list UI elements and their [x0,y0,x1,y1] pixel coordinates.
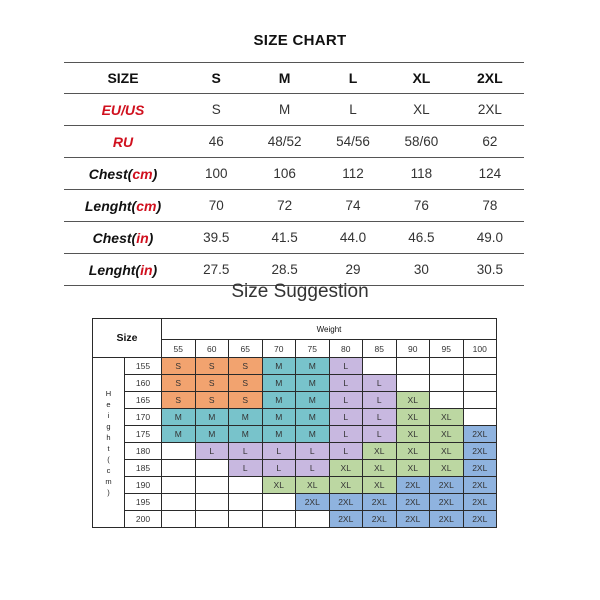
height-value: 170 [125,409,162,426]
size-value-cell: 46 [208,134,224,149]
suggestion-cell: L [329,443,363,460]
weight-value: 70 [262,340,296,358]
suggestion-cell: 2XL [463,426,497,443]
size-row-label-unit: in [136,229,149,246]
suggestion-cell: 2XL [430,477,464,494]
suggestion-cell: L [229,443,263,460]
suggestion-cell: XL [430,409,464,426]
size-row-label-unit: in [140,261,153,278]
size-value-cell: 41.5 [271,230,298,245]
size-header-cell: XL [412,70,431,86]
suggestion-cell: M [296,409,330,426]
suggestion-cell [162,443,196,460]
size-row-label: Lenght(cm) [84,197,162,214]
size-value-cell: 28.5 [271,262,298,277]
suggestion-cell [430,358,464,375]
size-row-label-main: EU/US [101,101,145,118]
suggestion-row [93,358,497,375]
suggestion-cell: L [229,460,263,477]
suggestion-cell: XL [396,426,430,443]
size-row-label [64,134,182,150]
height-label-char: H [105,388,112,398]
size-value-cell: 48/52 [267,134,302,149]
suggestion-cell: L [329,426,363,443]
size-value-cell: S [211,102,221,117]
height-label-char: ) [107,487,110,497]
suggestion-cell: M [296,392,330,409]
size-value-cell: 62 [482,134,498,149]
size-row-label [64,102,182,118]
suggestion-cell: L [329,358,363,375]
suggestion-cell [363,358,397,375]
weight-value: 85 [363,340,397,358]
suggestion-cell: 2XL [463,477,497,494]
size-value-cell: 118 [410,166,433,181]
suggestion-cell: 2XL [329,494,363,511]
suggestion-cell: S [162,392,196,409]
suggestion-cell [262,494,296,511]
suggestion-cell: XL [430,460,464,477]
suggestion-row [93,511,497,528]
weight-value: 65 [229,340,263,358]
suggestion-row [93,460,497,477]
size-suggestion-title: Size Suggestion [231,281,369,302]
suggestion-cell: M [162,426,196,443]
suggestion-table [92,318,497,528]
suggestion-cell: S [229,375,263,392]
height-label-char: h [106,432,111,442]
size-value-cell: M [278,102,291,117]
weight-value: 95 [430,340,464,358]
suggestion-cell [296,511,330,528]
size-value-cell: 30.5 [476,262,503,277]
suggestion-cell: M [229,409,263,426]
size-row-label: Chest(cm) [88,165,158,182]
suggestion-cell: M [262,358,296,375]
suggestion-cell: S [195,375,229,392]
height-label-char: m [105,476,112,486]
size-value-cell: 39.5 [203,230,230,245]
suggestion-cell [162,511,196,528]
suggestion-row [93,392,497,409]
suggestion-cell: L [329,392,363,409]
suggestion-cell: L [296,460,330,477]
size-value-cell: 106 [273,166,296,181]
suggestion-cell [262,511,296,528]
size-row-label: Chest(in) [92,229,154,246]
suggestion-cell: L [329,375,363,392]
size-table-body [64,94,524,286]
size-row-label: Lenght(in) [88,261,158,278]
size-suggestion-grid [92,318,497,528]
size-table-header [64,62,524,94]
suggestion-cell: 2XL [363,511,397,528]
size-row-label-main: Lenght [88,261,136,278]
size-header-cell: M [278,70,291,86]
weight-label: Weight [162,319,497,340]
height-value: 175 [125,426,162,443]
suggestion-cell [195,477,229,494]
suggestion-cell: XL [296,477,330,494]
suggestion-cell: XL [396,443,430,460]
size-header-label: SIZE [107,70,139,86]
suggestion-cell: M [296,375,330,392]
size-value-cell: 124 [478,166,502,181]
suggestion-cell: 2XL [463,460,497,477]
suggestion-cell [430,392,464,409]
size-row-label-main: Lenght [84,197,132,214]
suggestion-cell: XL [363,460,397,477]
size-value-cell: 58/60 [404,134,439,149]
suggestion-cell [463,409,497,426]
suggestion-cell: 2XL [363,494,397,511]
suggestion-cell: M [162,409,196,426]
suggestion-cell: XL [262,477,296,494]
weight-value: 55 [162,340,196,358]
suggestion-cell [396,375,430,392]
size-value-cell: 100 [204,166,228,181]
suggestion-cell: 2XL [329,511,363,528]
suggestion-cell: XL [396,409,430,426]
size-value-cell: 46.5 [408,230,435,245]
height-label-char: ( [107,454,110,464]
suggestion-cell: L [329,409,363,426]
size-row-label-unit: cm [132,165,153,182]
suggestion-cell: L [296,443,330,460]
suggestion-cell: L [262,443,296,460]
size-table-row [64,94,524,126]
height-value: 180 [125,443,162,460]
suggestion-cell: M [195,426,229,443]
size-table-row [64,190,524,222]
height-label-char: e [106,399,111,409]
size-value-cell: 78 [482,198,498,213]
height-value: 195 [125,494,162,511]
size-chart-title: SIZE CHART [253,32,347,49]
size-value-cell: 27.5 [203,262,230,277]
suggestion-cell: S [195,358,229,375]
size-header-cell: S [211,70,221,86]
suggestion-cell: M [195,409,229,426]
size-table-row [64,158,524,190]
size-value-cell: 54/56 [336,134,370,149]
weight-value: 100 [463,340,497,358]
suggestion-cell: XL [430,443,464,460]
suggestion-cell [195,494,229,511]
suggestion-row [93,494,497,511]
suggestion-cell [463,392,497,409]
suggestion-row [93,375,497,392]
suggestion-cell: S [195,392,229,409]
suggestion-cell: XL [430,426,464,443]
height-value: 200 [125,511,162,528]
suggestion-cell [229,494,263,511]
height-label-char: g [106,421,111,431]
height-value: 160 [125,375,162,392]
size-value-cell: 112 [342,166,364,181]
size-value-cell: 74 [345,198,361,213]
suggestion-cell: 2XL [296,494,330,511]
suggestion-cell: XL [329,477,363,494]
suggestion-cell: M [262,375,296,392]
suggestion-cell: L [363,392,397,409]
suggestion-cell [229,477,263,494]
suggestion-cell [162,460,196,477]
suggestion-cell: 2XL [430,511,464,528]
suggestion-row [93,409,497,426]
suggestion-cell [463,375,497,392]
suggestion-cell [229,511,263,528]
suggestion-cell: M [296,358,330,375]
suggestion-cell: 2XL [430,494,464,511]
suggestion-cell [430,375,464,392]
suggestion-cell: XL [363,477,397,494]
suggestion-cell: S [229,392,263,409]
suggestion-cell [463,358,497,375]
weight-value: 60 [195,340,229,358]
suggestion-cell: 2XL [396,477,430,494]
suggestion-cell: L [363,409,397,426]
size-row-label-main: Chest [92,229,132,246]
suggestion-cell: M [262,426,296,443]
height-value: 190 [125,477,162,494]
suggestion-cell: 2XL [396,511,430,528]
suggestion-row [93,426,497,443]
suggestion-cell: L [195,443,229,460]
suggestion-cell: M [262,409,296,426]
suggestion-cell: 2XL [396,494,430,511]
size-table-row [64,126,524,158]
size-table-row [64,222,524,254]
suggestion-cell [195,511,229,528]
suggestion-row [93,477,497,494]
height-label-char: t [107,443,110,453]
size-table [64,62,524,286]
height-value: 185 [125,460,162,477]
size-value-cell: XL [413,102,430,117]
suggestion-cell: 2XL [463,443,497,460]
size-row-label-main: RU [112,133,134,150]
size-value-cell: L [349,102,357,117]
suggestion-cell [396,358,430,375]
size-corner-label: Size [93,319,162,358]
suggestion-cell: XL [329,460,363,477]
suggestion-cell: M [229,426,263,443]
size-row-label-main: Chest [88,165,128,182]
weight-value: 80 [329,340,363,358]
size-value-cell: 49.0 [476,230,503,245]
suggestion-cell: M [262,392,296,409]
height-value: 155 [125,358,162,375]
suggestion-cell: S [162,375,196,392]
size-value-cell: 44.0 [339,230,367,245]
suggestion-cell: XL [396,460,430,477]
suggestion-cell: S [229,358,263,375]
weight-value: 75 [296,340,330,358]
size-value-cell: 29 [345,262,361,277]
suggestion-cell: L [262,460,296,477]
height-label-char: i [107,410,110,420]
size-header-cell: L [348,70,358,86]
height-value: 165 [125,392,162,409]
suggestion-cell: M [296,426,330,443]
suggestion-cell: 2XL [463,494,497,511]
height-label-char: c [106,465,111,475]
suggestion-cell: S [162,358,196,375]
size-value-cell: 76 [413,198,429,213]
size-value-cell: 72 [277,198,293,213]
size-value-cell: 70 [208,198,224,213]
suggestion-cell: XL [396,392,430,409]
height-label [93,358,125,528]
size-value-cell: 2XL [477,102,502,117]
size-row-label-unit: cm [136,197,157,214]
suggestion-cell [162,494,196,511]
weight-value: 90 [396,340,430,358]
suggestion-row [93,443,497,460]
suggestion-cell: L [363,375,397,392]
suggestion-cell [195,460,229,477]
suggestion-cell [162,477,196,494]
suggestion-cell: 2XL [463,511,497,528]
size-value-cell: 30 [413,262,429,277]
size-header-cell: 2XL [476,70,503,86]
suggestion-cell: L [363,426,397,443]
suggestion-cell: XL [363,443,397,460]
